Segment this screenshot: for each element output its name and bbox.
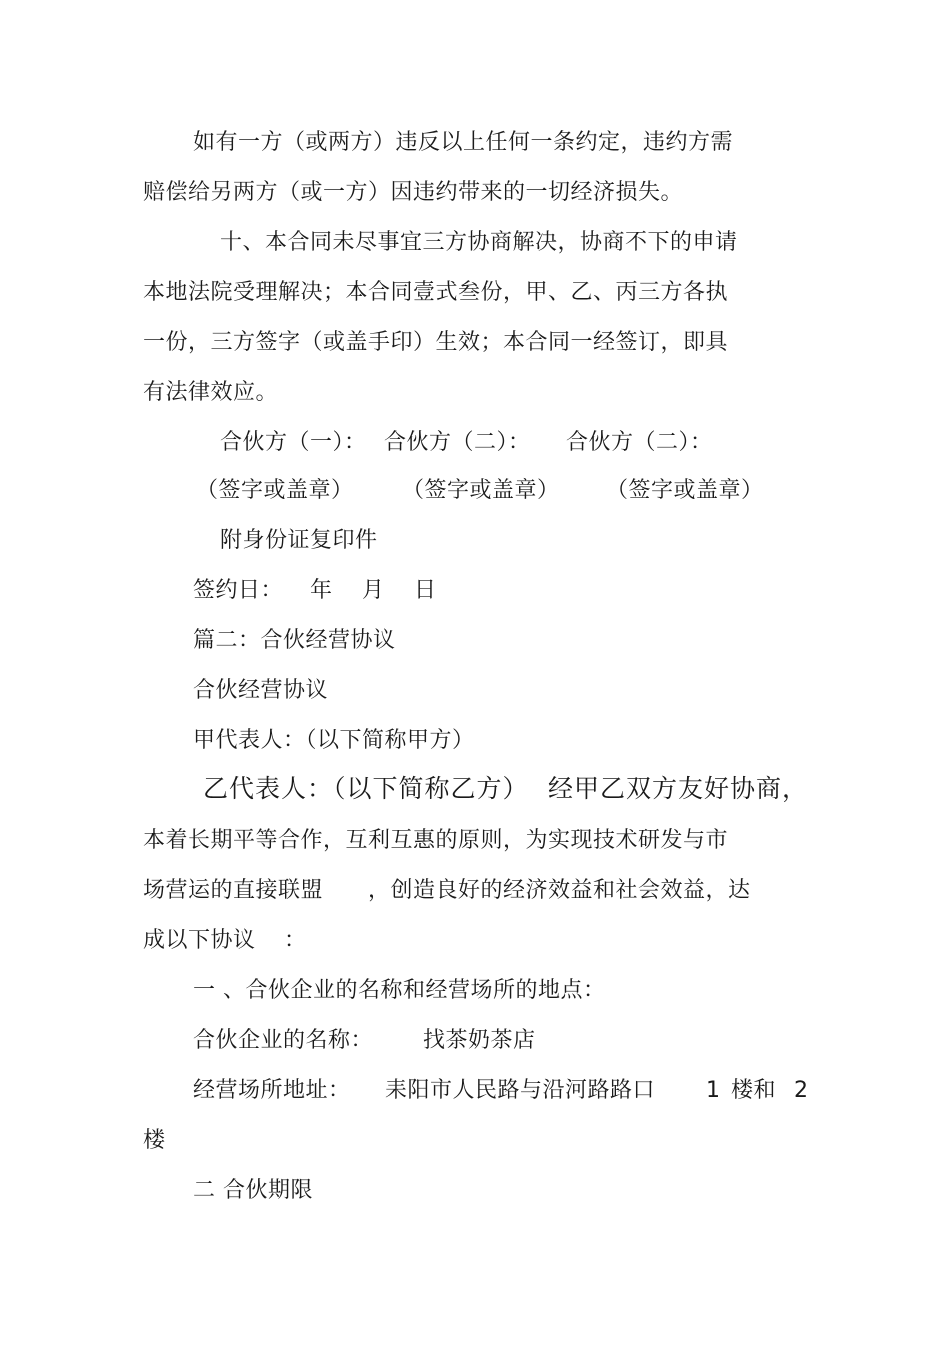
id-copy-note: 附身份证复印件 xyxy=(220,528,378,553)
paragraph-line: 本地法院受理解决；本合同壹式叁份，甲、乙、丙三方各执 xyxy=(143,280,729,305)
sign-or-seal-one: （签字或盖章） xyxy=(196,478,354,503)
address-label: 经营场所地址： xyxy=(193,1078,351,1103)
paragraph-line: 赔偿给另两方（或一方）因违约带来的一切经济损失。 xyxy=(143,180,684,205)
sign-or-seal-two: （签字或盖章） xyxy=(402,478,560,503)
signing-date-label: 签约日： xyxy=(193,578,284,603)
paragraph-fragment: ： xyxy=(284,928,307,953)
sign-or-seal-three: （签字或盖章） xyxy=(606,478,764,503)
paragraph-line: 有法律效应。 xyxy=(143,380,279,405)
day-label: 日 xyxy=(414,578,437,603)
article-two-heading: 二 合伙期限 xyxy=(193,1178,313,1203)
party-a-line: 甲代表人：（以下简称甲方） xyxy=(193,728,475,753)
address-value: 耒阳市人民路与沿河路路口 xyxy=(385,1078,656,1103)
party-two-label: 合伙方（二）： xyxy=(384,430,531,455)
paragraph-line: 本着长期平等合作，互利互惠的原则，为实现技术研发与市 xyxy=(143,828,729,853)
agreement-title: 合伙经营协议 xyxy=(193,678,329,703)
negotiation-text: 经甲乙双方友好协商， xyxy=(548,774,809,803)
year-label: 年 xyxy=(310,578,333,603)
paragraph-fragment: ，创造良好的经济效益和社会效益，达 xyxy=(368,878,751,903)
paragraph-fragment: 场营运的直接联盟 xyxy=(143,878,324,903)
paragraph-line: 如有一方（或两方）违反以上任何一条约定，违约方需 xyxy=(193,130,734,155)
party-one-label: 合伙方（一）： xyxy=(220,430,367,455)
paragraph-fragment: 成以下协议 xyxy=(143,928,256,953)
floor-suffix: 楼 xyxy=(143,1128,166,1153)
paragraph-line: 一份，三方签字（或盖手印）生效；本合同一经签订，即具 xyxy=(143,330,729,355)
enterprise-name-label: 合伙企业的名称： xyxy=(193,1028,374,1053)
month-label: 月 xyxy=(362,578,385,603)
party-three-label: 合伙方（二）： xyxy=(566,430,713,455)
enterprise-name-value: 找茶奶茶店 xyxy=(423,1028,536,1053)
floor-number-two: 2 xyxy=(794,1078,809,1103)
party-b-line: 乙代表人：（以下简称乙方） xyxy=(203,774,529,803)
paragraph-line: 十、本合同未尽事宜三方协商解决，协商不下的申请 xyxy=(220,230,738,255)
article-one-heading: 一 、合伙企业的名称和经营场所的地点： xyxy=(193,978,606,1003)
section-heading: 篇二：合伙经营协议 xyxy=(193,628,396,653)
floor-and: 楼和 xyxy=(731,1078,777,1103)
floor-number-one: 1 xyxy=(706,1078,721,1103)
